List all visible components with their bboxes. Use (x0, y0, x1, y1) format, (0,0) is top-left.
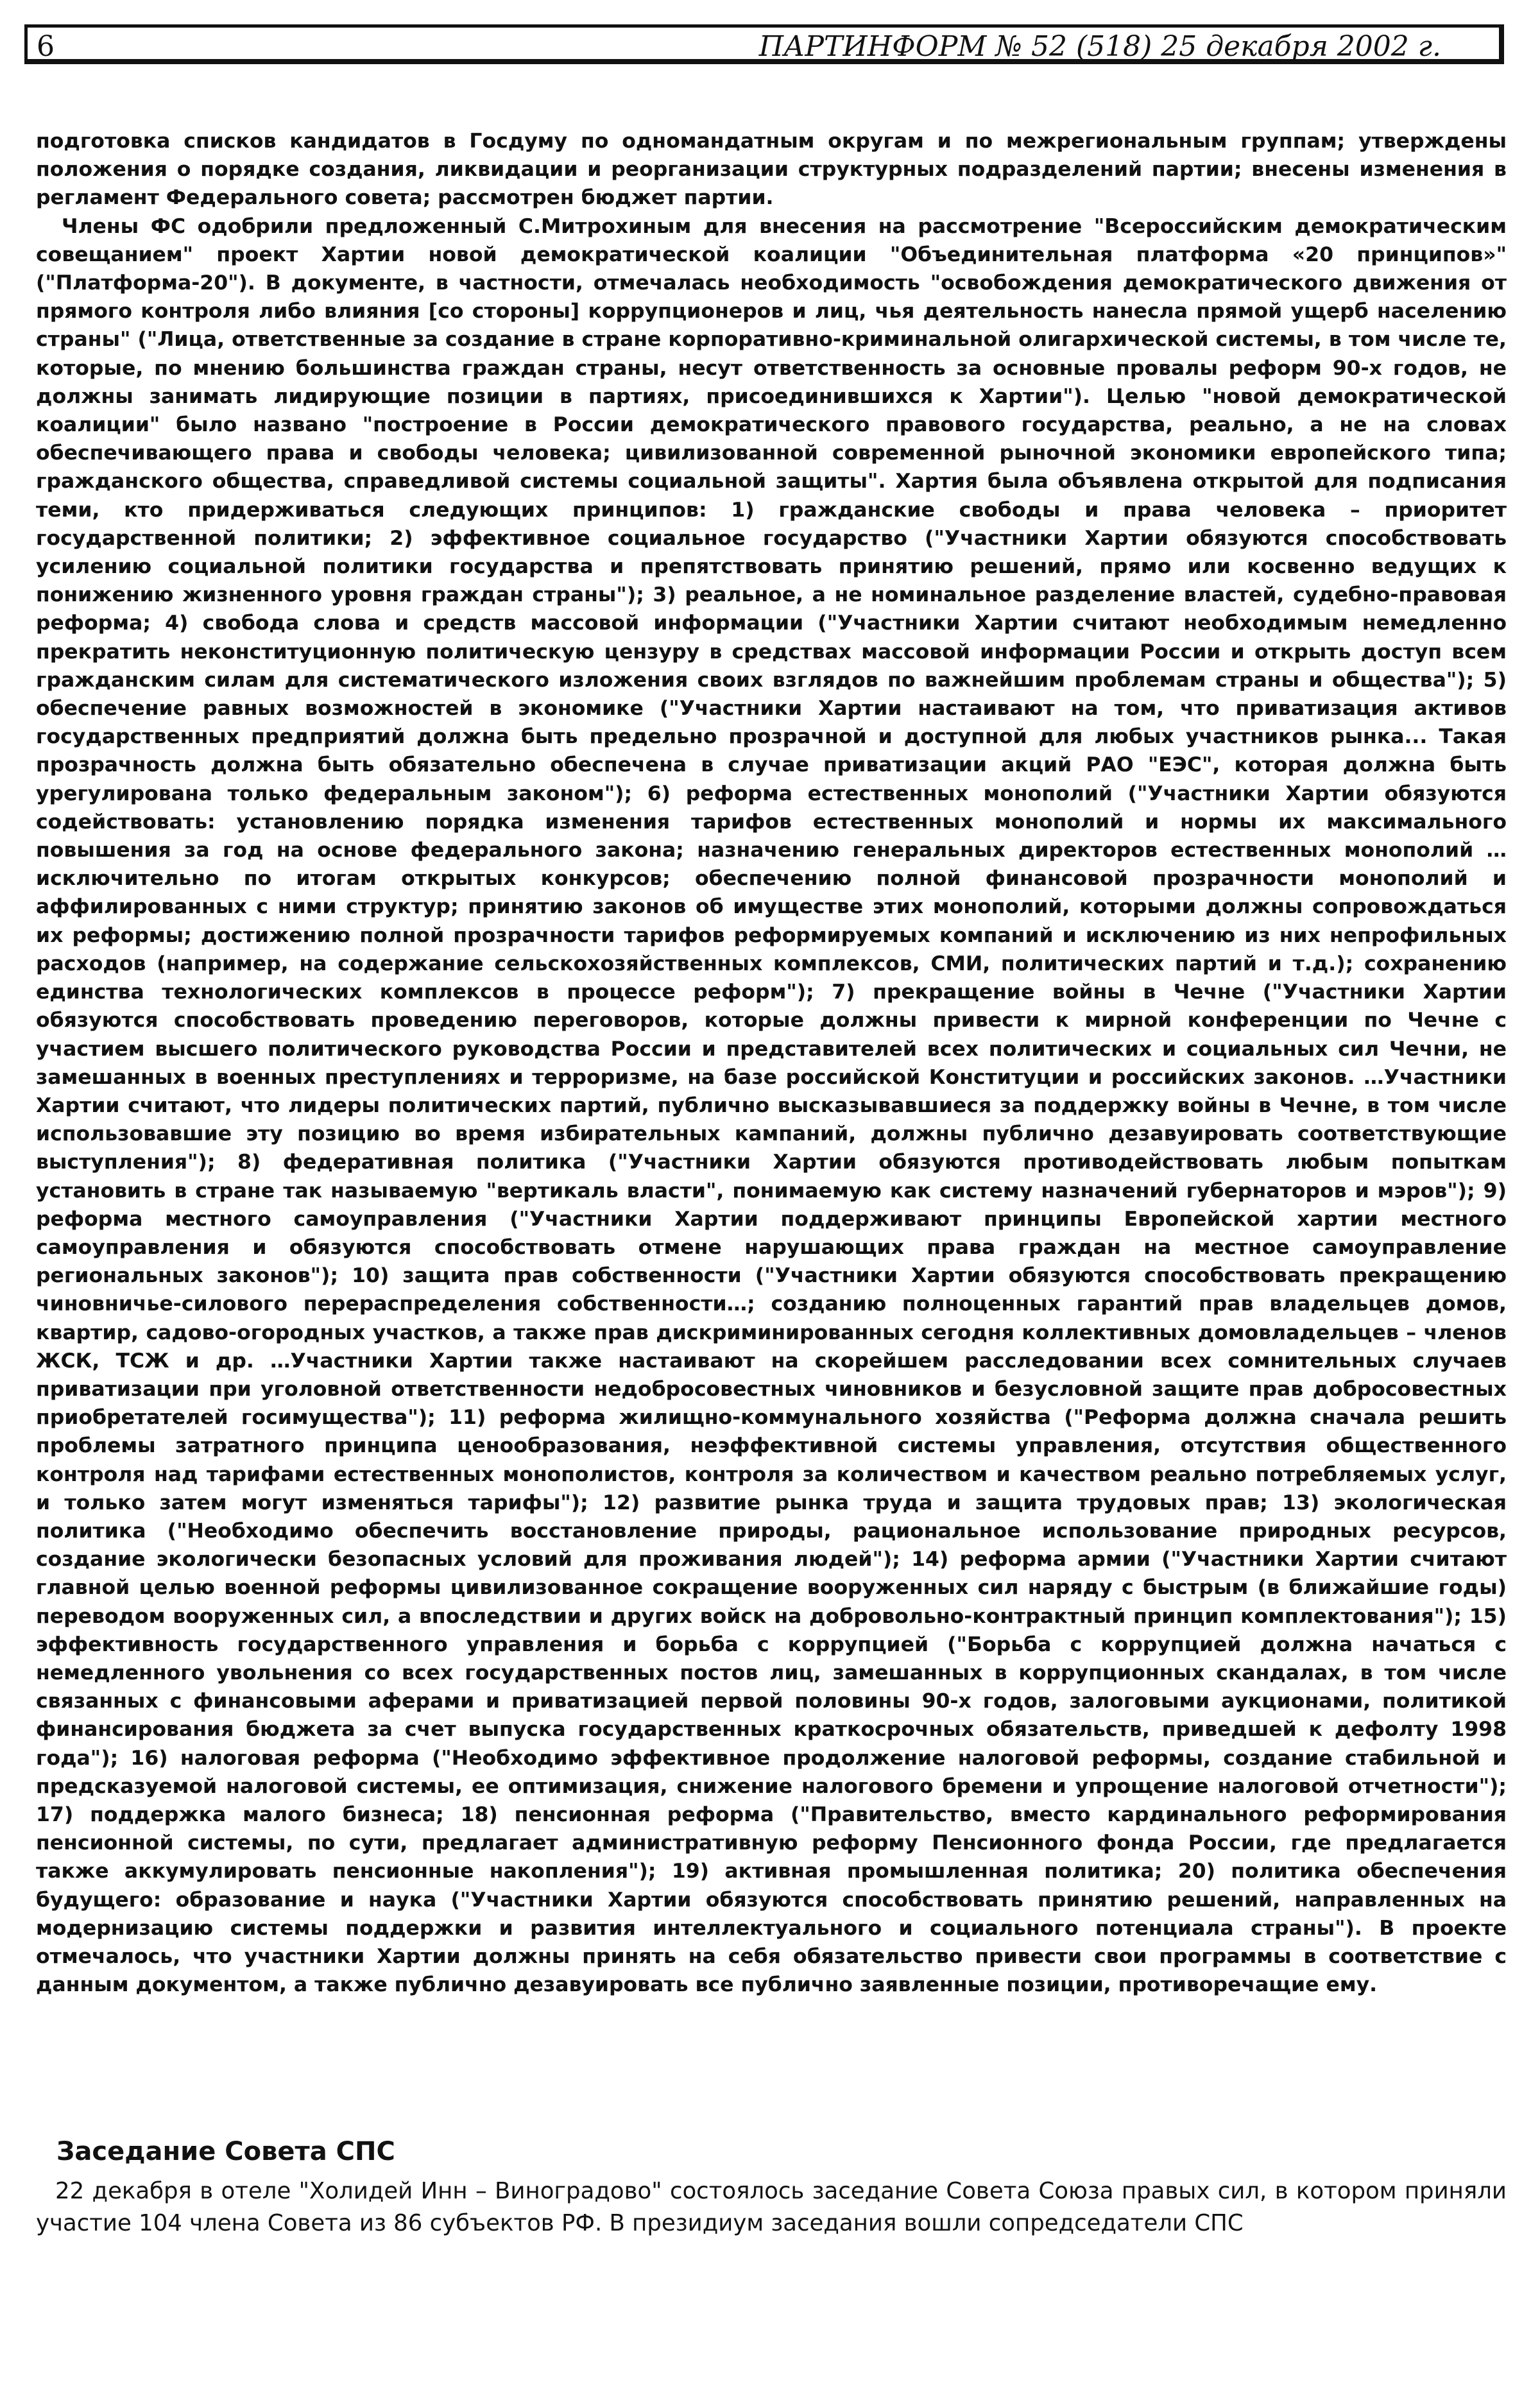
article-paragraph-2: Члены ФС одобрили предложенный С.Митрохиным для внесения на рассмотрение "Всероссийским демократическим совещанием" проект Хартии новой демократической коалиции "Объединительная платформа «20 принципов»" ("Платформа-20"). В документе, в частности, отмечалась необходимость "освобождения демократического движения от прямого контроля либо влияния [со стороны] коррупционеров и лиц, чья деятельность нанесла прямой ущерб населению страны" ("Лица, ответственные за создание в стране корпоративно-криминальной олигархической системы, в том числе те, которые, по мнению большинства граждан страны, несут ответственность за основные провалы реформ 90-х годов, не должны занимать лидирующие позиции в партиях, присоединившихся к Хартии"). Целью "новой демократической коалиции" было названо "построение в России демократического правового государства, реально, а не на словах обеспечивающего права и свободы человека; цивилизованной современной рыночной экономики европейского типа; гражданского общества, справедливой системы социальной защиты". Хартия была объявлена открытой для подписания теми, кто придерживаться следующих принципов: 1) гражданские свободы и права человека – приоритет государственной политики; 2) эффективное социальное государство ("Участники Хартии обязуются способствовать усилению социальной политики государства и препятствовать принятию решений, прямо или косвенно ведущих к понижению жизненного уровня граждан страны"); 3) реальное, а не номинальное разделение властей, судебно-правовая реформа; 4) свобода слова и средств массовой информации ("Участники Хартии считают необходимым немедленно прекратить неконституционную политическую цензуру в средствах массовой информации России и открыть доступ всем гражданским силам для систематического изложения своих взглядов по важнейшим проблемам страны и общества"); 5) обеспечение равных возможностей в экономике ("Участники Хартии настаивают на том, что приватизация активов государственных предприятий должна быть предельно прозрачной и доступной для любых участников рынка... Такая прозрачность должна быть обязательно обеспечена в случае приватизации акций РАО "ЕЭС", которая должна быть урегулирована только федеральным законом"); 6) реформа естественных монополий ("Участники Хартии обязуются содействовать: установлению порядка изменения тарифов естественных монополий и нормы их максимального повышения за год на основе федерального закона; назначению генеральных директоров естественных монополий …исключительно по итогам открытых конкурсов; обеспечению полной финансовой прозрачности монополий и аффилированных с ними структур; принятию законов об имуществе этих монополий, которыми должны сопровождаться их реформы; достижению полной прозрачности тарифов реформируемых компаний и исключению из них непрофильных расходов (например, на содержание сельскохозяйственных комплексов, СМИ, политических партий и т.д.); сохранению единства технологических комплексов в процессе реформ"); 7) прекращение войны в Чечне ("Участники Хартии обязуются способствовать проведению переговоров, которые должны привести к мирной конференции по Чечне с участием высшего политического руководства России и представителей всех политических и социальных сил Чечни, не замешанных в военных преступлениях и терроризме, на базе российской Конституции и российских законов. …Участники Хартии считают, что лидеры политических партий, публично высказывавшиеся за поддержку войны в Чечне, в том числе использовавшие эту позицию во время избирательных кампаний, должны публично дезавуировать соответствующие выступления"); 8) федеративная политика ("Участники Хартии обязуются противодействовать любым попыткам установить в стране так называемую "вертикаль власти", понимаемую как систему назначений губернаторов и мэров"); 9) реформа местного самоуправления ("Участники Хартии поддерживают принципы Европейской хартии местного самоуправления и обязуются способствовать отмене нарушающих права граждан на местное самоуправление региональных законов"); 10) защита прав собственности ("Участники Хартии обязуются способствовать прекращению чиновничье-силового перераспределения собственности…; созданию полноценных гарантий прав владельцев домов, квартир, садово-огородных участков, а также прав дискриминированных сегодня коллективных домовладельцев – членов ЖСК, ТСЖ и др. …Участники Хартии также настаивают на скорейшем расследовании всех сомнительных случаев приватизации при уголовной ответственности недобросовестных чиновников и безусловной защите прав добросовестных приобретателей госимущества"); 11) реформа жилищно-коммунального хозяйства ("Реформа должна сначала решить проблемы затратного принципа ценообразования, неэффективной системы управления, отсутствия общественного контроля над тарифами естественных монополистов, контроля за количеством и качеством реально потребляемых услуг, и только затем могут изменяться тарифы"); 12) развитие рынка труда и защита трудовых прав; 13) экологическая политика ("Необходимо обеспечить восстановление природы, рациональное использование природных ресурсов, создание экологически безопасных условий для проживания людей"); 14) реформа армии ("Участники Хартии считают главной целью военной реформы цивилизованное сокращение вооруженных сил наряду с быстрым (в ближайшие годы) переводом вооруженных сил, а впоследствии и других войск на добровольно-контрактный принцип комплектования"); 15) эффективность государственного управления и борьба с коррупцией ("Борьба с коррупцией должна начаться с немедленного увольнения со всех государственных постов лиц, замешанных в коррупционных скандалах, в том числе связанных с финансовыми аферами и приватизацией первой половины 90-х годов, залоговыми аукционами, политикой финансирования бюджета за счет выпуска государственных краткосрочных обязательств, приведшей к дефолту 1998 года"); 16) налоговая реформа ("Необходимо эффективное продолжение налоговой реформы, создание стабильной и предсказуемой налоговой системы, ее оптимизация, снижение налогового бремени и упрощение налоговой отчетности"); 17) поддержка малого бизнеса; 18) пенсионная реформа ("Правительство, вместо кардинального реформирования пенсионной системы, по сути, предлагает административную реформу Пенсионного фонда России, где предлагается также аккумулировать пенсионные накопления"); 19) активная промышленная политика; 20) политика обеспечения будущего: образование и наука ("Участники Хартии обязуются способствовать принятию решений, направленных на модернизацию системы поддержки и развития интеллектуального и социального потенциала страны"). В проекте отмечалось, что участники Хартии должны принять на себя обязательство привести свои программы в соответствие с данным документом, а также публично дезавуировать все публично заявленные позиции, противоречащие ему. (36, 214, 1507, 1997)
article-body (36, 127, 1507, 1999)
issue-line: ПАРТИНФОРМ № 52 (518) 25 декабря 2002 г. (758, 30, 1441, 63)
page-number: 6 (37, 30, 55, 63)
section-paragraph: 22 декабря в отеле "Холидей Инн – Виноградово" состоялось заседание Совета Союза правых сил, в котором приняли участие 104 члена Совета из 86 субъектов РФ. В президиум заседания вошли сопредседатели СПС (36, 2178, 1507, 2236)
article-paragraph-1: подготовка списков кандидатов в Госдуму по одномандатным округам и по межрегиональным группам; утверждены положения о порядке создания, ликвидации и реорганизации структурных подразделений партии; внесены изменения в регламент Федерального совета; рассмотрен бюджет партии. (36, 130, 1507, 210)
page-header (24, 24, 1504, 64)
section-heading: Заседание Совета СПС (56, 2137, 395, 2166)
